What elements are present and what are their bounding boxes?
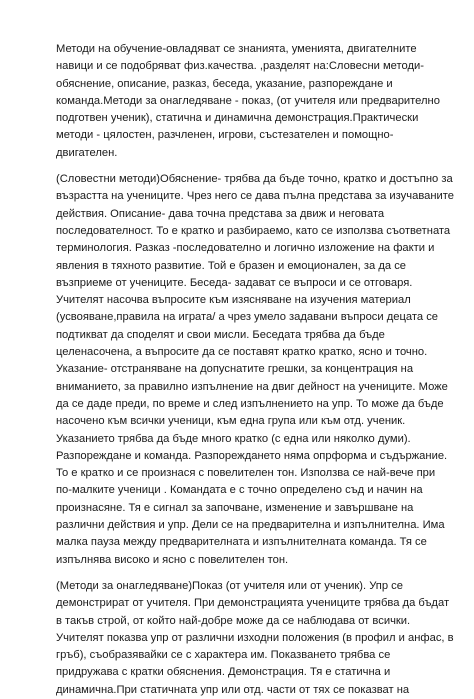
text-line: различни действия и упр. Дели се на предварителна и изпълнителна. Има xyxy=(56,519,445,532)
text-line: малка пауза между предварителната и изпълнителната команда. Тя се xyxy=(56,536,427,549)
text-line: насочено към всички ученици, към една група или към отд. ученик. xyxy=(56,415,406,428)
text-line: обяснение, описание, разказ, беседа, указание, разпореждане и xyxy=(56,77,393,90)
text-line: по-малките ученици . Командата е с точно определено съд и начин на xyxy=(56,484,423,497)
text-line: (усвояване,правила на играта/ а чрез умело задавани въпроси децата се xyxy=(56,311,439,324)
document-body xyxy=(56,41,455,699)
text-line: терминология. Разказ -последователно и логично изложение на факти и xyxy=(56,242,435,255)
text-line: подготвен ученик), статична и динамична демонстрация.Практически xyxy=(56,112,419,125)
text-line: (Словестни методи)Обяснение- трябва да бъде точно, кратко и достъпно за xyxy=(56,173,453,186)
text-line: подтикват да споделят и свои мисли. Беседата трябва да бъде xyxy=(56,328,385,341)
paragraph xyxy=(56,578,454,699)
text-line: гръб), съобразявайки се с характера им. Показването трябва се xyxy=(56,649,391,662)
text-line: целенасочена, а въпросите да се поставят кратко кратко, ясно и точно. xyxy=(56,346,428,359)
text-line: придружава с кратки обяснения. Демонстрация. Тя е статична и xyxy=(56,666,391,679)
text-line: двигателен. xyxy=(56,146,118,159)
text-line: Учителят показва упр от различни изходни положения (в профил и анфас, в xyxy=(56,631,454,644)
text-line: явления в тяхното развитие. Той е бразен и емоционален, за да се xyxy=(56,259,407,272)
paragraph xyxy=(56,41,446,162)
text-line: Разпореждане и команда. Разпореждането няма опрформа и съдържание. xyxy=(56,449,448,462)
text-line: методи - цялостен, разчленен, игрови, състезателен и помощно- xyxy=(56,129,394,142)
text-line: действия. Описание- дава точна представа за движ и неговата xyxy=(56,207,385,220)
text-line: вниманието, за правилно изпълнение на двиг дейност на учениците. Може xyxy=(56,380,448,393)
text-line: да се даде преди, по време и след изпълнението на упр. То може да бъде xyxy=(56,397,444,410)
text-line: Методи на обучение-овладяват се знанията, уменията, двигателните xyxy=(56,43,417,55)
text-line: възприеме от учениците. Беседа- задават се въпроси и се отговаря. xyxy=(56,276,413,289)
text-line: Учителят насочва въпросите към изясняване на изучения материал xyxy=(56,294,411,307)
paragraph xyxy=(56,171,455,569)
paragraph-gap xyxy=(56,569,446,578)
text-line: Указанието трябва да бъде много кратко (с една или няколко думи). xyxy=(56,432,411,445)
text-line: демонстрират от учителя. При демонстрацията учениците трябва да бъдат xyxy=(56,597,450,610)
text-line: произнасяне. Тя е сигнал за започване, изменение и завършване на xyxy=(56,501,414,514)
text-line: навици и се подобряват физ.качества. ,разделят на:Словесни методи- xyxy=(56,60,424,73)
text-line: динамична.При статичната упр или отд. части от тях се показват на xyxy=(56,683,410,696)
text-line: команда.Методи за онагледяване - показ, (от учителя или предварително xyxy=(56,94,440,107)
text-line: изпълнява високо и ясно с повелителен тон. xyxy=(56,553,289,566)
paragraph-gap xyxy=(56,162,446,171)
text-line: То е кратко и се произнася с повелителен тон. Използва се най-вече при xyxy=(56,467,436,480)
text-line: последователност. То е кратко и разбираемо, като се използва съответната xyxy=(56,224,451,237)
text-line: в такъв строй, от който най-добре може да се наблюдава от всички. xyxy=(56,614,411,627)
text-line: (Методи за онагледяване)Показ (от учителя или от ученик). Упр се xyxy=(56,579,403,592)
text-line: Указание- отстраняване на допуснатите грешки, за концентрация на xyxy=(56,363,414,376)
text-line: възрастта на учениците. Чрез него се дава пълна представа за изучаваните xyxy=(56,190,455,203)
